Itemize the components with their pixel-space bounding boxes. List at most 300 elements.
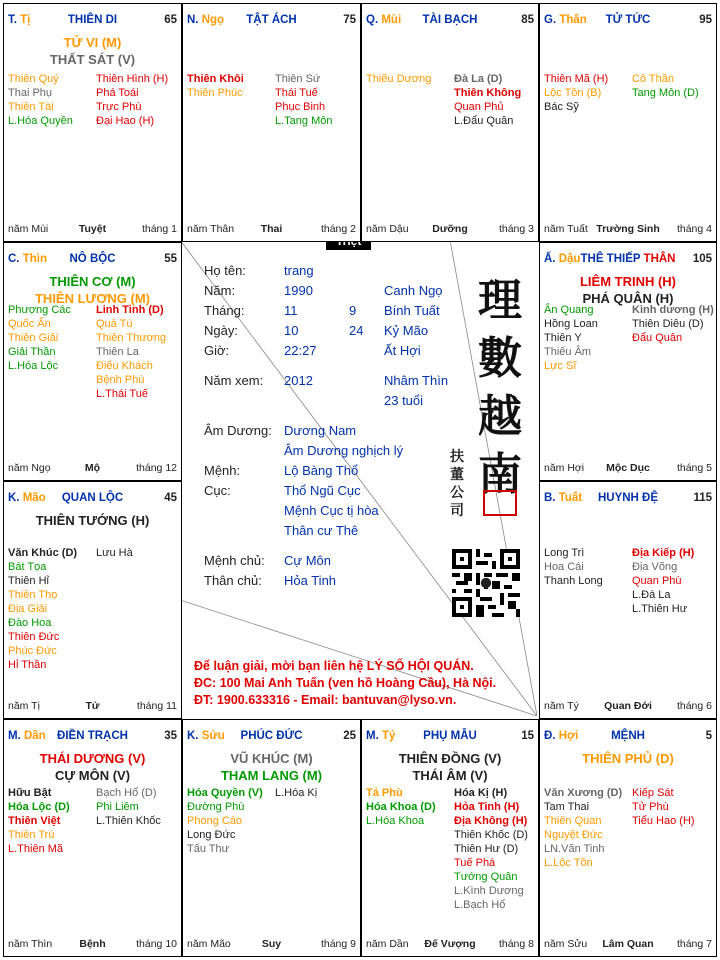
seal-char: 董 xyxy=(450,467,464,483)
minor-star: Quốc Ấn xyxy=(8,318,51,330)
minor-star: Thiên Đức xyxy=(8,631,60,643)
minor-star: Đường Phù xyxy=(187,801,245,813)
right-minor-stars xyxy=(632,786,695,828)
palace-stage: Tuyệt xyxy=(78,223,107,235)
month-lunar: 9 xyxy=(349,303,357,318)
name-value: trang xyxy=(284,263,314,278)
minor-star: Phi Liêm xyxy=(96,801,139,813)
year-value: 1990 xyxy=(284,283,313,298)
minor-star: Đẩu Quân xyxy=(632,332,683,344)
calligraphy-logo xyxy=(470,272,530,504)
left-minor-stars xyxy=(544,546,603,588)
thanchu-value: Hỏa Tinh xyxy=(284,573,337,588)
right-minor-stars xyxy=(454,786,528,912)
minor-star: Thiên Việt xyxy=(8,815,61,827)
palace-month: tháng 7 xyxy=(676,938,712,950)
palace-title: THIÊN DI xyxy=(67,14,118,26)
palace-branch-name: Hợi xyxy=(558,730,579,742)
minor-star: Tấu Thư xyxy=(187,843,230,855)
main-star: LIÊM TRINH (H) xyxy=(579,274,677,289)
palace-header xyxy=(544,253,712,267)
minor-star: Bát Tọa xyxy=(8,561,47,573)
minor-star: Thiên Trù xyxy=(8,829,55,841)
main-star: THIÊN PHỦ (D) xyxy=(582,751,674,766)
palace-branch-name: Tuất xyxy=(558,492,583,504)
palace-header xyxy=(8,14,177,28)
minor-star: Thiên Phúc xyxy=(187,87,243,99)
amduong-note: Âm Dương nghịch lý xyxy=(284,443,404,458)
minor-star: Linh Tinh (D) xyxy=(96,304,164,316)
palace-age-number: 75 xyxy=(343,14,356,26)
palace-age-number: 5 xyxy=(705,730,712,742)
minor-star: Thiếu Dương xyxy=(366,73,432,85)
main-star: THIÊN LƯƠNG (M) xyxy=(34,291,151,306)
palace-stem: N. xyxy=(187,14,199,26)
palace-stem: G. xyxy=(544,14,557,26)
palace-header xyxy=(366,730,534,744)
minor-star: Thái Tuế xyxy=(275,87,318,99)
minor-star: Quả Tú xyxy=(96,318,133,330)
palace-month: tháng 4 xyxy=(676,223,712,235)
contact-line: Để luận giải, mời bạn liên hệ LÝ SỐ HỘI QUÁN. xyxy=(194,659,474,673)
right-minor-stars xyxy=(96,72,168,128)
palace-footer xyxy=(544,223,712,236)
left-minor-stars xyxy=(8,546,77,672)
day-value: 10 xyxy=(284,323,299,338)
palace-name xyxy=(187,730,356,742)
palace-name xyxy=(544,253,712,265)
palace-name xyxy=(544,14,712,26)
minor-star: Thiên Mã (H) xyxy=(544,73,609,85)
palace-cell-dan xyxy=(3,719,182,957)
minor-star: Hỉ Thần xyxy=(8,659,47,671)
month-value: 11 xyxy=(284,303,298,318)
qr-code-icon xyxy=(452,549,520,617)
palace-age-number: 25 xyxy=(343,730,356,742)
calligraphy-char: 理 xyxy=(478,275,522,326)
minor-star: Thiên Khốc (D) xyxy=(454,829,528,841)
palace-cell-dau xyxy=(539,242,717,481)
main-star: PHÁ QUÂN (H) xyxy=(582,291,674,306)
palace-stem: C. xyxy=(8,253,20,265)
minor-star: L.Bạch Hổ xyxy=(454,899,506,911)
minor-star: Tả Phù xyxy=(366,787,403,799)
minor-star: Thiên Diêu (D) xyxy=(632,318,704,330)
palace-month: tháng 6 xyxy=(676,700,712,712)
minor-star: Ân Quang xyxy=(544,304,594,316)
palace-footer xyxy=(187,223,356,236)
minor-star: Phong Cáo xyxy=(187,815,243,827)
minor-star: Thiên Quan xyxy=(544,815,602,827)
left-minor-stars xyxy=(8,72,73,128)
main-star: TỬ VI (M) xyxy=(63,35,122,50)
minor-star: Kình dương (H) xyxy=(632,304,714,316)
palace-year: năm Hợi xyxy=(544,462,585,474)
minor-star: Hồng Loan xyxy=(544,318,598,330)
age: 23 tuổi xyxy=(384,393,424,408)
palace-age-number: 65 xyxy=(164,14,177,26)
minor-star: L.Lộc Tồn xyxy=(544,857,593,869)
year-label: Năm: xyxy=(204,283,236,298)
name-label: Họ tên: xyxy=(204,263,246,278)
minor-star: Thiên La xyxy=(96,346,139,358)
palace-stem: M. xyxy=(366,730,379,742)
palace-branch-name: Sửu xyxy=(201,730,225,742)
minor-star: Thai Phụ xyxy=(8,87,53,99)
palace-age-number: 55 xyxy=(164,253,177,265)
palace-title: TỬ TỨC xyxy=(605,14,651,26)
thanchu-label: Thân chủ: xyxy=(204,573,262,588)
minor-star: Quan Phù xyxy=(632,575,682,587)
minor-star: Phục Binh xyxy=(275,101,326,113)
palace-cell-ngo xyxy=(182,3,361,242)
minor-star: L.Hóa Kị xyxy=(275,787,318,799)
minor-star: Điếu Khách xyxy=(96,360,153,372)
seal-char: 公 xyxy=(450,485,464,501)
palace-month: tháng 5 xyxy=(676,462,712,474)
cuc-value: Thổ Ngũ Cục xyxy=(284,483,361,498)
palace-age-number: 45 xyxy=(164,492,177,504)
minor-star: L.Hóa Quyền xyxy=(8,115,73,127)
contact-phone-email: ĐT: 1900.633316 - Email: bantuvan@lyso.vn. xyxy=(194,693,457,707)
minor-star: Bác Sỹ xyxy=(544,101,579,113)
year-can: Canh Ngọ xyxy=(384,283,443,298)
minor-star: Quan Phủ xyxy=(454,101,504,113)
minor-star: Thiên Quý xyxy=(8,73,59,85)
minor-star: Địa Kiếp (H) xyxy=(632,547,695,559)
palace-title: PHỤ MẪU xyxy=(423,730,477,742)
minor-star: Hóa Kị (H) xyxy=(454,787,508,799)
menh-value: Lộ Bàng Thổ xyxy=(284,463,359,478)
palace-stem: B. xyxy=(544,492,556,504)
right-minor-stars xyxy=(96,786,161,828)
palace-title: QUAN LỘC xyxy=(61,492,124,504)
minor-star: Lộc Tồn (B) xyxy=(544,87,602,99)
seal-char: 司 xyxy=(450,503,464,519)
minor-star: Phúc Đức xyxy=(8,645,57,657)
palace-cell-mao xyxy=(3,481,182,719)
left-minor-stars xyxy=(187,72,244,100)
palace-footer xyxy=(8,462,177,475)
minor-star: L.Đẩu Quân xyxy=(454,115,514,127)
minor-star: Thiên Không xyxy=(454,87,522,99)
palace-stage: Đế Vượng xyxy=(424,938,476,950)
minor-star: Tam Thai xyxy=(544,801,590,813)
palace-year: năm Tý xyxy=(544,700,579,712)
minor-star: Giải Thần xyxy=(8,346,56,358)
minor-star: L.Thiên Mã xyxy=(8,843,64,855)
lunar-values xyxy=(349,301,363,341)
right-minor-stars xyxy=(275,786,317,800)
seal-char: 扶 xyxy=(450,449,464,465)
minor-star: Thiên Y xyxy=(544,332,582,344)
minor-star: Thiếu Âm xyxy=(544,346,592,358)
main-stars xyxy=(4,750,181,784)
palace-branch-name: Tý xyxy=(381,730,396,742)
palace-branch-name: Thìn xyxy=(22,253,47,265)
minor-star: Thiên Tài xyxy=(8,101,54,113)
info-values xyxy=(284,261,317,391)
palace-stage: Bệnh xyxy=(79,938,106,950)
palace-name xyxy=(544,492,712,504)
minor-star: Đào Hoa xyxy=(8,617,52,629)
palace-cell-ti xyxy=(3,3,182,242)
palace-footer xyxy=(544,462,712,475)
palace-branch-name: Dần xyxy=(23,730,46,742)
palace-header xyxy=(544,730,712,744)
minor-star: Hóa Quyền (V) xyxy=(187,787,263,799)
minor-star: L.Thiên Khốc xyxy=(96,815,161,827)
palace-name xyxy=(187,14,356,26)
right-minor-stars xyxy=(454,72,521,128)
palace-stage: Tử xyxy=(85,700,100,712)
minor-star: Phá Toái xyxy=(96,87,139,99)
right-minor-stars xyxy=(275,72,332,128)
left-minor-stars xyxy=(544,72,608,114)
minor-star: Đại Hao (H) xyxy=(96,115,155,127)
minor-star: Bạch Hổ (D) xyxy=(96,787,157,799)
day-label: Ngày: xyxy=(204,323,238,338)
minor-star: Tiểu Hao (H) xyxy=(632,815,695,827)
palace-header xyxy=(8,730,177,744)
main-star: CỰ MÔN (V) xyxy=(54,768,131,783)
minor-star: Tướng Quân xyxy=(454,871,518,883)
minor-star: L.Thái Tuế xyxy=(96,388,148,400)
calligraphy-char: 南 xyxy=(478,449,522,500)
amduong-value: Dương Nam xyxy=(284,423,357,438)
left-minor-stars xyxy=(366,72,431,86)
minor-star: L.Kình Dương xyxy=(454,885,524,897)
left-minor-stars xyxy=(544,786,622,870)
minor-star: Hỏa Tinh (H) xyxy=(454,801,520,813)
menhchu-label: Mệnh chủ: xyxy=(204,553,265,568)
minor-star: Bệnh Phù xyxy=(96,374,145,386)
view-year-label: Năm xem: xyxy=(204,373,264,388)
minor-star: Địa Võng xyxy=(632,561,678,573)
palace-year: năm Sửu xyxy=(544,938,588,950)
palace-cell-hoi xyxy=(539,719,717,957)
palace-header xyxy=(544,14,712,28)
minor-star: Địa Giải xyxy=(8,603,48,615)
palace-stem: Q. xyxy=(366,14,379,26)
red-seal-icon xyxy=(483,490,517,516)
main-stars xyxy=(4,273,181,307)
minor-star: Phượng Các xyxy=(8,304,71,316)
palace-month: tháng 12 xyxy=(136,462,177,474)
palace-stage: Mộ xyxy=(84,462,101,474)
amduong-label: Âm Dương: xyxy=(204,423,272,438)
destiny-labels xyxy=(204,421,272,591)
hour-value: 22:27 xyxy=(284,343,317,358)
main-stars xyxy=(540,273,716,307)
palace-stem: Đ. xyxy=(544,730,556,742)
main-star: VŨ KHÚC (M) xyxy=(230,751,313,766)
main-star: THIÊN CƠ (M) xyxy=(49,274,136,289)
minor-star: Hóa Khoa (D) xyxy=(366,801,436,813)
palace-name xyxy=(8,730,177,742)
palace-title: HUYNH ĐỆ xyxy=(597,492,659,504)
minor-star: Nguyệt Đức xyxy=(544,829,603,841)
palace-year: năm Mùi xyxy=(8,223,49,235)
palace-title: NÔ BỘC xyxy=(69,253,116,265)
palace-stem: K. xyxy=(8,492,20,504)
hour-can: Ất Hợi xyxy=(384,343,421,358)
palace-title: TẬT ÁCH xyxy=(246,14,297,26)
palace-year: năm Dần xyxy=(366,938,409,950)
minor-star: Trực Phù xyxy=(96,101,142,113)
minor-star: Địa Không (H) xyxy=(454,815,528,827)
view-year-value: 2012 xyxy=(284,373,313,388)
palace-footer xyxy=(8,223,177,236)
minor-star: Văn Xương (D) xyxy=(544,787,623,799)
minor-star: Lưu Hà xyxy=(96,547,133,559)
view-year-can: Nhâm Thìn xyxy=(384,373,449,388)
palace-stage: Thai xyxy=(260,223,283,235)
palace-year: năm Dậu xyxy=(366,223,409,235)
month-can: Bính Tuất xyxy=(384,303,440,318)
palace-branch-name: Dậu xyxy=(558,253,581,265)
minor-star: Tang Môn (D) xyxy=(632,87,699,99)
palace-footer xyxy=(366,938,534,951)
main-star: THÁI ÂM (V) xyxy=(412,768,488,783)
palace-header xyxy=(8,253,177,267)
month-label: Tháng: xyxy=(204,303,245,318)
minor-star: L.Đà La xyxy=(632,589,671,601)
minor-star: Thiên Thương xyxy=(96,332,167,344)
minor-star: Thiên Khôi xyxy=(187,73,244,85)
minor-star: Thiên Sứ xyxy=(275,73,321,85)
menhchu-value: Cự Môn xyxy=(284,553,331,568)
destiny-values xyxy=(284,421,403,591)
right-minor-stars xyxy=(96,546,133,560)
palace-title: THÊ THIẾP xyxy=(580,253,641,265)
palace-month: tháng 2 xyxy=(320,223,356,235)
seal-text xyxy=(450,448,464,520)
palace-stage: Trường Sinh xyxy=(596,223,660,235)
minor-star: Hóa Lộc (D) xyxy=(8,801,70,813)
palace-name xyxy=(366,730,534,742)
palace-branch-name: Ngọ xyxy=(201,14,225,26)
palace-footer xyxy=(544,700,712,713)
palace-name xyxy=(366,14,534,26)
palace-stage: Mộc Dục xyxy=(606,462,650,474)
left-minor-stars xyxy=(366,786,436,828)
palace-name xyxy=(8,253,177,265)
minor-star: Thanh Long xyxy=(544,575,603,587)
palace-month: tháng 3 xyxy=(498,223,534,235)
palace-age-number: 115 xyxy=(693,492,712,504)
palace-branch-name: Tị xyxy=(20,14,31,26)
minor-star: LN.Văn Tinh xyxy=(544,843,605,855)
minor-star: Thiên Giải xyxy=(8,332,59,344)
palace-cell-than xyxy=(539,3,717,242)
palace-cell-thin xyxy=(3,242,182,481)
palace-stage: Suy xyxy=(261,938,282,950)
main-stars xyxy=(362,750,538,784)
main-star: THẤT SÁT (V) xyxy=(49,52,136,67)
minor-star: Đà La (D) xyxy=(454,73,503,85)
contact-address: ĐC: 100 Mai Anh Tuấn (ven hồ Hoàng Cầu), Hà Nội. xyxy=(194,676,497,690)
minor-star: Hoa Cái xyxy=(544,561,584,573)
main-star: THIÊN ĐỒNG (V) xyxy=(398,751,502,766)
palace-header xyxy=(187,14,356,28)
palace-branch-name: Mùi xyxy=(381,14,402,26)
palace-month: tháng 8 xyxy=(498,938,534,950)
palace-footer xyxy=(366,223,534,236)
calligraphy-char: 數 xyxy=(478,333,522,384)
minor-star: Tử Phù xyxy=(632,801,669,813)
main-stars xyxy=(4,512,181,529)
palace-stem: T. xyxy=(8,14,17,26)
right-minor-stars xyxy=(632,72,699,100)
main-star: THÁI DƯƠNG (V) xyxy=(39,751,146,766)
palace-year: năm Tị xyxy=(8,700,40,712)
palace-stage: Quan Đới xyxy=(604,700,652,712)
left-minor-stars xyxy=(544,303,598,373)
minor-star: Thiên Hư (D) xyxy=(454,843,519,855)
cuc-label: Cục: xyxy=(204,483,231,498)
palace-branch-name: Thân xyxy=(559,14,587,26)
palace-stem: K. xyxy=(187,730,199,742)
palace-year: năm Ngọ xyxy=(8,462,51,474)
palace-stem: M. xyxy=(8,730,21,742)
minor-star: Thiên Hình (H) xyxy=(96,73,169,85)
palace-footer xyxy=(187,938,356,951)
palace-than-marker: THÂN xyxy=(643,253,676,265)
palace-year: năm Thìn xyxy=(8,938,53,950)
main-stars xyxy=(4,34,181,68)
palace-header xyxy=(187,730,356,744)
palace-month: tháng 9 xyxy=(320,938,356,950)
left-minor-stars xyxy=(187,786,263,856)
palace-age-number: 95 xyxy=(699,14,712,26)
left-minor-stars xyxy=(8,786,70,856)
palace-year: năm Thân xyxy=(187,223,235,235)
palace-footer xyxy=(8,700,177,713)
palace-cell-mui xyxy=(361,3,539,242)
hour-label: Giờ: xyxy=(204,343,230,358)
minor-star: Thiên Thọ xyxy=(8,589,58,601)
palace-age-number: 35 xyxy=(164,730,177,742)
minor-star: L.Hóa Khoa xyxy=(366,815,425,827)
palace-stage: Dưỡng xyxy=(432,223,468,235)
minor-star: Kiếp Sát xyxy=(632,787,674,799)
palace-title: TÀI BẠCH xyxy=(422,14,478,26)
palace-header xyxy=(544,492,712,506)
day-can: Kỷ Mão xyxy=(384,323,429,338)
minor-star: Thiên Hỉ xyxy=(8,575,49,587)
palace-month: tháng 11 xyxy=(136,700,177,712)
minor-star: Long Trì xyxy=(544,547,585,559)
palace-stem: Ấ. xyxy=(544,253,556,265)
minor-star: Long Đức xyxy=(187,829,236,841)
main-stars xyxy=(183,750,360,784)
palace-name xyxy=(8,492,177,504)
palace-stage: Lâm Quan xyxy=(602,938,654,950)
contact-info xyxy=(194,658,496,709)
palace-header xyxy=(8,492,177,506)
info-labels xyxy=(204,261,263,391)
minor-star: Hữu Bật xyxy=(8,787,52,799)
main-stars xyxy=(540,750,716,767)
right-minor-stars xyxy=(632,546,694,616)
calligraphy-char: 越 xyxy=(478,391,522,442)
minor-star: Lực Sĩ xyxy=(544,360,577,372)
left-minor-stars xyxy=(8,303,71,373)
palace-month: tháng 10 xyxy=(136,938,177,950)
palace-footer xyxy=(8,938,177,951)
palace-cell-suu xyxy=(182,719,361,957)
